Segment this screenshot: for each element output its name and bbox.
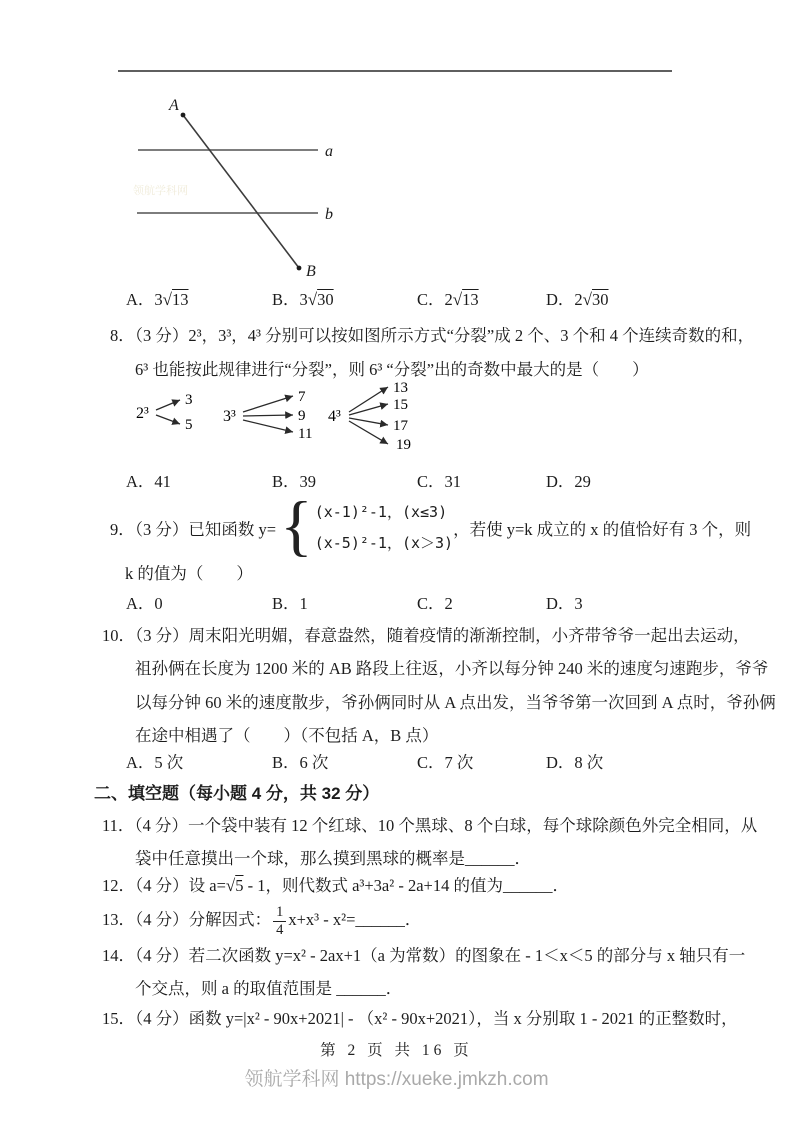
label-B: B xyxy=(306,263,316,280)
odd-9: 9 xyxy=(298,408,306,424)
q12-line xyxy=(102,872,569,896)
arrow xyxy=(349,387,388,412)
radicand: 30 xyxy=(592,290,609,309)
q7-option-b xyxy=(272,286,334,310)
label-A: A xyxy=(169,97,179,114)
segment-AB xyxy=(183,115,299,268)
odd-7: 7 xyxy=(298,389,306,405)
q9-tail-text: ，若使 y=k 成立的 x 的值恰好有 3 个，则 xyxy=(453,520,752,539)
q7-option-c xyxy=(417,286,479,310)
q9-option-c: C．2 xyxy=(417,594,453,613)
q10-line-2: 祖孙俩在长度为 1200 米的 AB 路段上往返，小齐以每分钟 240 米的速度匀速跑步，爷爷 xyxy=(135,659,769,678)
q9-option-a: A．0 xyxy=(126,594,163,613)
q9-options-row xyxy=(0,590,793,614)
odd-13: 13 xyxy=(393,382,408,396)
q7-parallel-lines-figure xyxy=(125,92,370,287)
q8-option-d: D．29 xyxy=(546,472,591,491)
radicand: 13 xyxy=(462,290,479,309)
q13-lead-text: 13．（4 分）分解因式： xyxy=(102,910,272,930)
base-2cubed: 2³ xyxy=(136,405,149,422)
sqrt-sign: √ xyxy=(452,290,463,309)
arrow xyxy=(243,420,293,432)
q7-options-row xyxy=(0,286,793,310)
q8-options-row xyxy=(0,468,793,492)
q15-line: 15．（4 分）函数 y=|x² - 90x+2021| - （x² - 90x+2021），当 x 分别取 1 - 2021 的正整数时， xyxy=(102,1009,738,1028)
odd-11: 11 xyxy=(298,426,313,442)
sqrt-sign: √ xyxy=(225,876,236,895)
arrow xyxy=(349,404,388,415)
case-row-1: (x-1)²-1，(x≤3) xyxy=(314,503,448,521)
option-text: D．2 xyxy=(546,290,583,309)
arrow xyxy=(243,396,293,412)
site-watermark: 领航学科网 https://xueke.jmkzh.com xyxy=(244,1069,549,1090)
q9-line-1 xyxy=(110,487,752,566)
q12-tail-text: - 1，则代数式 a³+3a² - 2a+14 的值为______． xyxy=(243,876,569,895)
arrow xyxy=(243,415,293,416)
fraction-numerator: 1 xyxy=(273,905,286,922)
q10-line-4: 在途中相遇了（ ）（不包括 A，B 点） xyxy=(135,726,439,745)
sqrt-sign: √ xyxy=(162,290,173,309)
case-row-2: (x-5)²-1，(x＞3) xyxy=(314,534,454,552)
q8-line-2: 6³ 也能按此规律进行“分裂”，则 6³ “分裂”出的奇数中最大的是（ ） xyxy=(135,360,649,379)
q10-option-b: B．6 次 xyxy=(272,753,329,772)
q10-options-row xyxy=(0,749,793,773)
label-b: b xyxy=(325,206,333,223)
odd-15: 15 xyxy=(393,397,408,413)
sqrt-sign: √ xyxy=(307,290,318,309)
q9-option-b: B．1 xyxy=(272,594,308,613)
q10-option-c: C．7 次 xyxy=(417,753,474,772)
q8-option-b: B．39 xyxy=(272,472,317,491)
option-text: C．2 xyxy=(417,290,453,309)
q14-line-1: 14．（4 分）若二次函数 y=x² - 2ax+1（a 为常数）的图象在 - 1＜x＜5 的部分与 x 轴只有一 xyxy=(102,946,746,965)
arrow xyxy=(156,400,180,410)
radicand: 5 xyxy=(235,876,244,895)
figure-watermark: 领航学科网 xyxy=(133,185,188,197)
point-B-dot xyxy=(297,266,302,271)
q8-line-1: 8．（3 分）2³，3³，4³ 分别可以按如图所示方式“分裂”成 2 个、3 个和 4 个连续奇数的和， xyxy=(110,326,755,345)
sqrt-sign: √ xyxy=(582,290,593,309)
point-A-dot xyxy=(181,113,186,118)
odd-3: 3 xyxy=(185,392,193,408)
q10-line-1: 10．（3 分）周末阳光明媚，春意盎然，随着疫情的渐渐控制，小齐带爷爷一起出去运动， xyxy=(102,626,750,645)
q14-line-2: 个交点，则 a 的取值范围是 ______． xyxy=(135,979,403,998)
odd-19: 19 xyxy=(396,437,411,453)
radicand: 13 xyxy=(172,290,189,309)
q11-line-1: 11．（4 分）一个袋中装有 12 个红球、10 个黑球、8 个白球，每个球除颜色外完全相同，从 xyxy=(102,816,758,835)
page-top-rule xyxy=(118,70,672,72)
q11-line-2: 袋中任意摸出一个球，那么摸到黑球的概率是______． xyxy=(135,849,531,868)
q9-line-2: k 的值为（ ） xyxy=(125,564,253,583)
piecewise-cases xyxy=(315,497,453,559)
odd-17: 17 xyxy=(393,418,408,434)
q7-option-d xyxy=(546,286,609,310)
fraction-one-fourth xyxy=(273,905,286,938)
odd-5: 5 xyxy=(185,417,193,433)
base-3cubed: 3³ xyxy=(223,408,236,425)
q13-line xyxy=(102,905,421,938)
q9-option-d: D．3 xyxy=(546,594,583,613)
section-2-title: 二、填空题（每小题 4 分，共 32 分） xyxy=(94,784,380,803)
q8-split-diagram xyxy=(128,382,438,467)
q10-option-d: D．8 次 xyxy=(546,753,604,772)
q12-lead-text: 12．（4 分）设 a= xyxy=(102,876,226,895)
option-text: B．3 xyxy=(272,290,308,309)
brace-symbol: { xyxy=(280,487,313,563)
q8-option-a: A．41 xyxy=(126,472,171,491)
arrow xyxy=(156,415,180,424)
q9-lead-text: 9．（3 分）已知函数 y= xyxy=(110,520,277,539)
q10-line-3: 以每分钟 60 米的速度散步，爷孙俩同时从 A 点出发，当爷爷第一次回到 A 点时，爷孙俩 xyxy=(135,693,776,712)
q8-option-c: C．31 xyxy=(417,472,462,491)
base-4cubed: 4³ xyxy=(328,408,341,425)
label-a: a xyxy=(325,143,333,160)
page-number: 第 2 页 共 16 页 xyxy=(320,1042,473,1059)
option-text: A．3 xyxy=(126,290,163,309)
q7-option-a xyxy=(126,286,189,310)
fraction-denominator: 4 xyxy=(276,922,284,939)
q10-option-a: A．5 次 xyxy=(126,753,184,772)
q13-tail-text: x+x³ - x²=______． xyxy=(288,910,422,930)
radicand: 30 xyxy=(317,290,334,309)
